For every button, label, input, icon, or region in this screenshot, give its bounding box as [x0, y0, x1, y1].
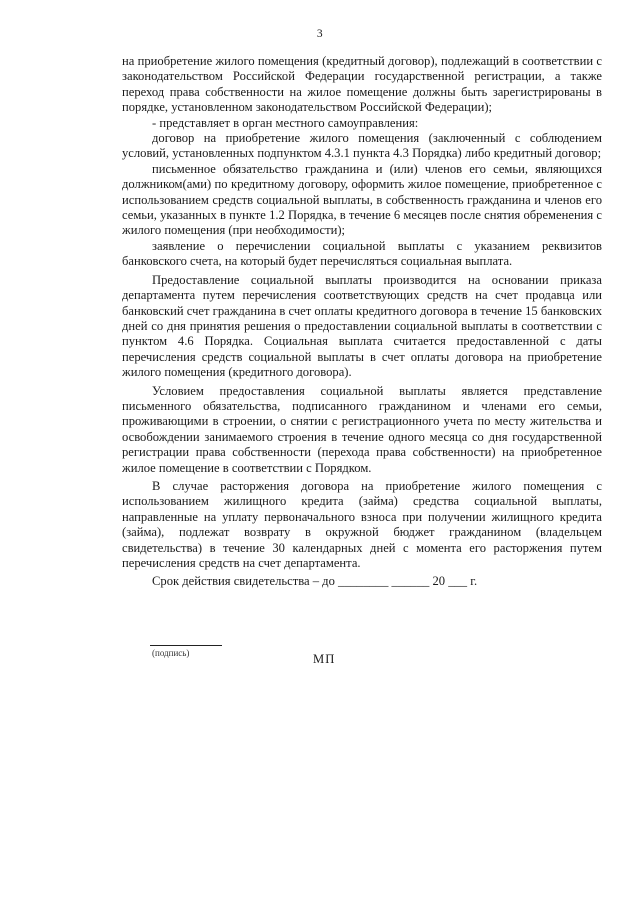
document-body	[122, 54, 602, 590]
paragraph-termination: В случае расторжения договора на приобретение жилого помещения с использованием жилищного кредита (займа) средства социальной выплаты, направленные на уплату первоначального взноса при получении жилищного кредита (займа), подлежат возврату в окружной бюджет гражданином (владельцем свидетельства) в течение 30 календарных дней с момента его расторжения путем перечисления средств на счет департамента.	[122, 478, 602, 570]
paragraph-provision: Предоставление социальной выплаты производится на основании приказа департамента путем перечисления соответствующих средств на счет продавца или банковский счет гражданина в счет оплаты кредитного договора в течение 15 банковских дней со дня принятия решения о предоставлении социальной выплаты в соответствии с пунктом 4.6 Порядка. Социальная выплата считается предоставленной с даты перечисления средств социальной выплаты в счет оплаты договора на приобретение жилого помещения (кредитного договора).	[122, 272, 602, 380]
signature-block	[150, 645, 222, 658]
paragraph-continuation: на приобретение жилого помещения (кредитный договор), подлежащий в соответствии с законодательством Российской Федерации государственной регистрации, а также переход права собственности на жилое помещение должны быть зарегистрированы в порядке, установленном законодательством Российской Федерации);	[122, 54, 602, 115]
paragraph-validity: Срок действия свидетельства – до ________ ______ 20 ___ г.	[152, 574, 478, 589]
signature-caption: (подпись)	[152, 648, 190, 658]
stamp-label: МП	[313, 652, 336, 666]
paragraph-obligation: письменное обязательство гражданина и (или) членов его семьи, являющихся должником(ами) по кредитному договору, оформить жилое помещение, приобретенное с использованием средств социальной выплаты, в собственность гражданина и членов его семьи, указанных в пункте 1.2 Порядка, в течение 6 месяцев после снятия обременения с жилого помещения (при необходимости);	[122, 161, 602, 238]
paragraph-condition: Условием предоставления социальной выплаты является представление письменного обязательства, подписанного гражданином и членами его семьи, проживающими в строении, о снятии с регистрационного учета по месту жительства и освобождении занимаемого строения в течение одного месяца со дня государственной регистрации права собственности (перехода права собственности) на приобретенное жилое помещение в соответствии с Порядком.	[122, 383, 602, 475]
signature-line	[150, 645, 222, 646]
page-number: 3	[316, 28, 324, 40]
paragraph-application: заявление о перечислении социальной выплаты с указанием реквизитов банковского счета, на который будет перечисляться социальная выплата.	[122, 238, 602, 269]
paragraph-submits: - представляет в орган местного самоуправления:	[152, 115, 419, 130]
paragraph-contract: договор на приобретение жилого помещения (заключенный с соблюдением условий, установленных подпунктом 4.3.1 пункта 4.3 Порядка) либо кредитный договор;	[122, 131, 602, 161]
